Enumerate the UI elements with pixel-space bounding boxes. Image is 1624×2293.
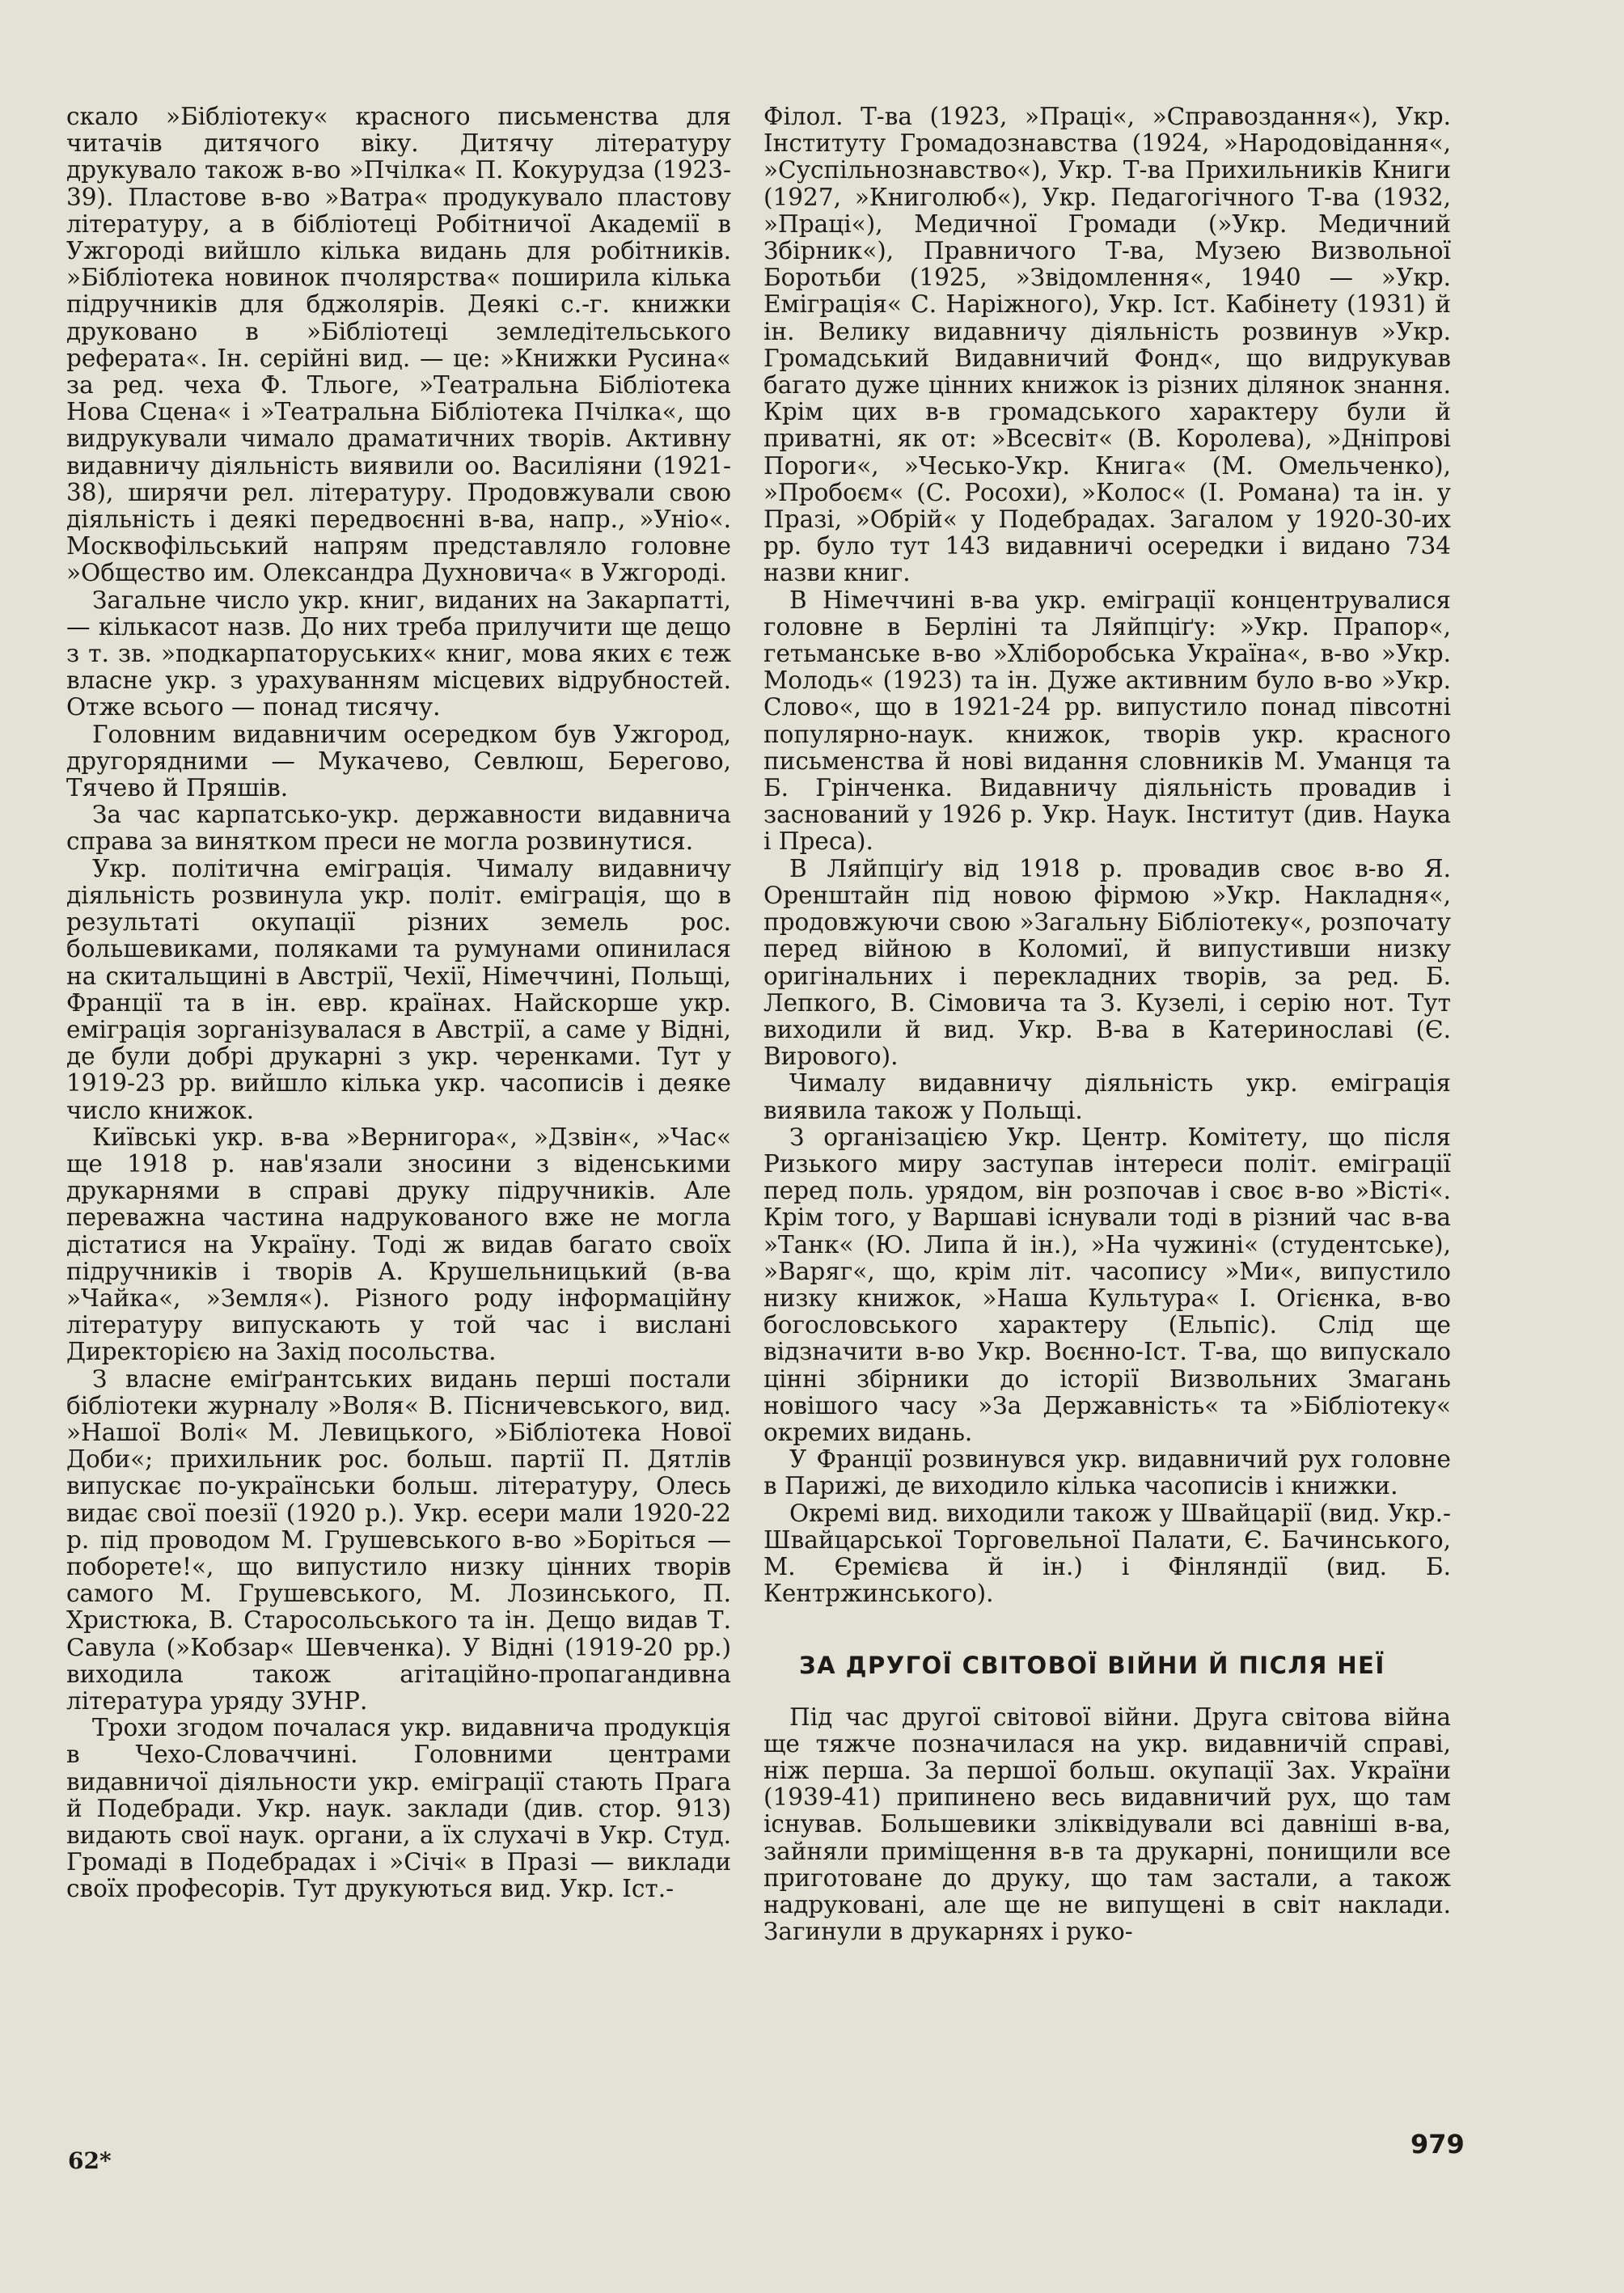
paragraph-poland: Чималу видавничу діяльність укр. еміграція виявила також у Польщі.	[763, 1069, 1451, 1124]
paragraph-wwii: Під час другої світової війни. Друга світова війна ще тяжче позначилася на укр. видавничій справі, ніж перша. За першої больш. окупації Зах. України (1939-41) припинено весь видавничий рух, що там існував. Большевики зліквідували всі давніші в-ва, зайняли приміщення в-в та друкарні, понищили все приготоване до друку, що там застали, а також надруковані, але ще не випущені в світ наклади. Загинули в друкарнях і руко-	[763, 1703, 1451, 1946]
paragraph: Загальне число укр. книг, виданих на Закарпатті, — кількасот назв. До них треба прилучити ще дещо з т. зв. »подкарпаторуських« книг, мова яких є теж власне укр. з урахуванням місцевих відрубностей. Отже всього — понад тисячу.	[66, 586, 731, 721]
paragraph: В Ляйпціґу від 1918 р. провадив своє в-во Я. Оренштайн під новою фірмою »Укр. Накладня«, продовжуючи свою »Загальну Бібліотеку«, розпочату перед війною в Коломиї, й випустивши низку оригінальних і перекладних творів, за ред. Б. Лепкого, В. Сімовича та З. Кузелі, і серію нот. Тут виходили й вид. Укр. В-ва в Катеринославі (Є. Вирового).	[763, 854, 1451, 1071]
section-heading: ЗА ДРУГОЇ СВІТОВОЇ ВІЙНИ Й ПІСЛЯ НЕЇ	[799, 1652, 1385, 1680]
left-column	[66, 104, 731, 1903]
paragraph: Київські укр. в-ва »Вернигора«, »Дзвін«, »Час« ще 1918 р. нав'язали зносини з віденськими друкарнями в справі друку підручників. Але переважна частина надрукованого вже не могла дістатися на Україну. Тоді ж видав багато своїх підручників і творів А. Крушельницький (в-ва »Чайка«, »Земля«). Різного роду інформаційну літературу випускають у той час і вислані Директорією на Захід посольства.	[66, 1123, 731, 1366]
paragraph-germany: В Німеччині в-ва укр. еміграції концентрувалися головне в Берліні та Ляйпціґу: »Укр. Прапор«, гетьманське в-во »Хліборобська Україна«, в-во »Укр. Молодь« (1923) та ін. Дуже активним було в-во »Укр. Слово«, що в 1921-24 рр. випустило понад півсотні популярно-наук. книжок, творів укр. красного письменства й нові видання словників М. Уманця та Б. Грінченка. Видавничу діяльність провадив і заснований у 1926 р. Укр. Наук. Інститут (див. Наука і Преса).	[763, 586, 1451, 856]
paragraph: скало »Бібліотеку« красного письменства для читачів дитячого віку. Дитячу літературу друкувало також в-во »Пчілка« П. Кокурудза (1923-39). Пластове в-во »Ватра« продукувало пластову літературу, а в бібліотеці Робітничої Академії в Ужгороді вийшло кілька видань для робітників. »Бібліотека новинок пчолярства« поширила кілька підручників для бджолярів. Деякі с.-г. книжки друковано в »Бібліотеці земледітельського реферата«. Ін. серійні вид. — це: »Книжки Русина« за ред. чеха Ф. Тльоге, »Театральна Бібліотека Нова Сцена« і »Театральна Бібліотека Пчілка«, що видрукували чимало драматичних творів. Активну видавничу діяльність виявили оо. Василіяни (1921-38), ширячи рел. літературу. Продовжували свою діяльність і деякі передвоєнні в-ва, напр., »Уніо«. Москвофільський напрям представляло головне »Общество им. Олександра Духновича« в Ужгороді.	[66, 103, 731, 587]
right-column	[763, 104, 1451, 1945]
paragraph-political-emigration: Укр. політична еміграція. Чималу видавничу діяльність розвинула укр. політ. еміграція, що в результаті окупації різних земель рос. большевиками, поляками та румунами опинилася на скитальщині в Австрії, Чехії, Німеччині, Польщі, Франції та в ін. евр. країнах. Найскорше укр. еміграція зорганізувалася в Австрії, а саме у Відні, де були добрі друкарні з укр. черенками. Тут у 1919-23 рр. вийшло кілька укр. часописів і деяке число книжок.	[66, 854, 731, 1124]
paragraph: За час карпатсько-укр. державности видавнича справа за винятком преси не могла розвинутися.	[66, 801, 731, 856]
paragraph: З організацією Укр. Центр. Комітету, що після Ризького миру заступав інтереси політ. еміграції перед поль. урядом, він розпочав і своє в-во »Вісті«. Крім того, у Варшаві існували тоді в різний час в-ва »Танк« (Ю. Липа й ін.), »На чужині« (студентське), »Варяг«, що, крім літ. часопису »Ми«, випустило низку книжок, »Наша Культура« І. Огієнка, в-во богословського характеру (Ельпіс). Слід ще відзначити в-во Укр. Воєнно-Іст. Т-ва, що випускало цінні збірники до історії Визвольних Змагань новішого часу »За Державність« та »Бібліотеку« окремих видань.	[763, 1123, 1451, 1446]
paragraph: Трохи згодом почалася укр. видавнича продукція в Чехо-Словаччині. Головними центрами видавничої діяльности укр. еміграції стають Прага й Подебради. Укр. наук. заклади (див. стор. 913) видають свої наук. органи, а їх слухачі в Укр. Студ. Громаді в Подебрадах і »Січі« в Празі — виклади своїх професорів. Тут друкуються вид. Укр. Іст.-	[66, 1714, 731, 1903]
paragraph-france: У Франції розвинувся укр. видавничий рух головне в Парижі, де виходило кілька часописів і книжки.	[763, 1445, 1451, 1500]
paragraph: Філол. Т-ва (1923, »Праці«, »Справоздання«), Укр. Інституту Громадознавства (1924, »Народовідання«, »Суспільнознавство«), Укр. Т-ва Прихильників Книги (1927, »Книголюб«), Укр. Педагогічного Т-ва (1932, »Праці«), Медичної Громади (»Укр. Медичний Збірник«), Правничого Т-ва, Музею Визвольної Боротьби (1925, »Звідомлення«, 1940 — »Укр. Еміграція« С. Наріжного), Укр. Іст. Кабінету (1931) й ін. Велику видавничу діяльність розвинув »Укр. Громадський Видавничий Фонд«, що видрукував багато дуже цінних книжок із різних ділянок знання. Крім цих в-в громадського характеру були й приватні, як от: »Всесвіт« (В. Королева), »Дніпрові Пороги«, »Чесько-Укр. Книга« (М. Омельченко), »Пробоєм« (С. Росохи), »Колос« (І. Романа) та ін. у Празі, »Обрій« у Подебрадах. Загалом у 1920-30-их рр. було тут 143 видавничі осередки і видано 734 назви книг.	[763, 103, 1451, 587]
folio-signature: 62*	[68, 2147, 112, 2174]
paragraph-switzerland-finland: Окремі вид. виходили також у Швайцарії (вид. Укр.-Швайцарської Торговельної Палати, Є. Бачинського, М. Єремієва й ін.) і Фінляндії (вид. Б. Кентржинського).	[763, 1499, 1451, 1608]
page-number: 979	[1410, 2129, 1465, 2160]
paragraph: З власне еміґрантських видань перші постали бібліотеки журналу »Воля« В. Пісничевського, вид. »Нашої Волі« М. Левицького, »Бібліотека Нової Доби«; прихильник рос. больш. партії П. Дятлів випускає по-українськи больш. літературу, Олесь видає свої поезії (1920 р.). Укр. есери мали 1920-22 р. під проводом М. Грушевського в-во »Боріться — поборете!«, що випустило низку цінних творів самого М. Грушевського, М. Лозинського, П. Христюка, В. Старосольського та ін. Дещо видав Т. Савула (»Кобзар« Шевченка). У Відні (1919-20 рр.) виходила також агітаційно-пропагандивна література уряду ЗУНР.	[66, 1364, 731, 1715]
paragraph: Головним видавничим осередком був Ужгород, другорядними — Мукачево, Севлюш, Берегово, Тячево й Пряшів.	[66, 720, 731, 802]
